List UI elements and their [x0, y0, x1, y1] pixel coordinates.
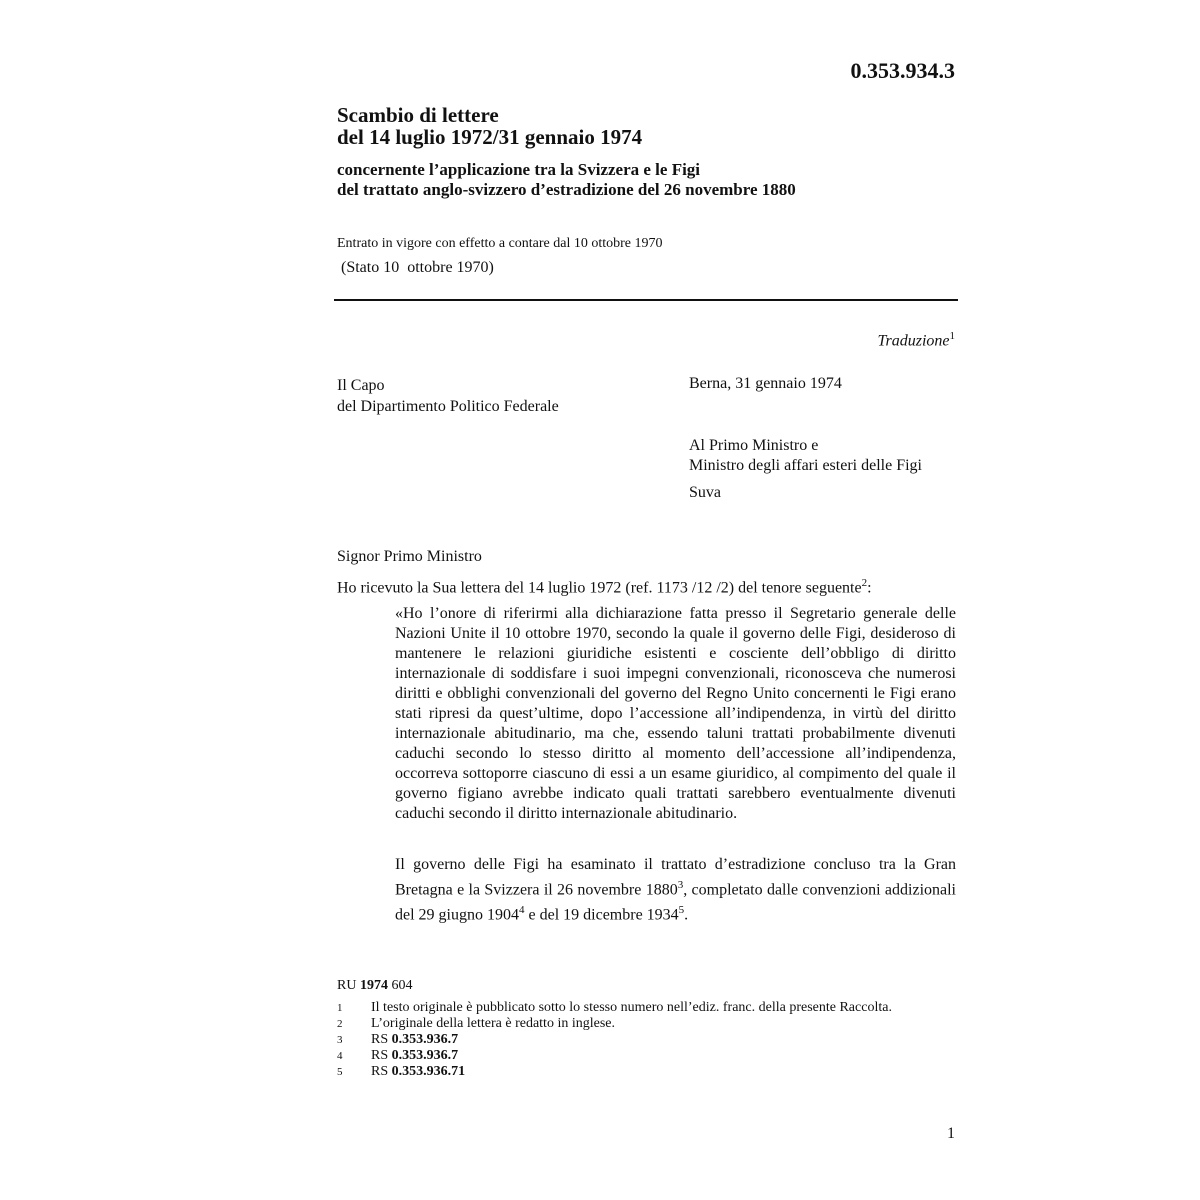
footnote: [337, 1032, 937, 1048]
footnote: [337, 1016, 937, 1032]
sender-line: Il Capo: [337, 377, 385, 394]
footnote-number: 4: [337, 1050, 343, 1062]
letter-intro: [337, 577, 872, 597]
para-text: e del 19 dicembre 1934: [524, 906, 679, 924]
state-note: (Stato 10 ottobre 1970): [341, 259, 494, 276]
footnote-text: Il testo originale è pubblicato sotto lo stesso numero nell’ediz. franc. della presente Raccolta.: [371, 1000, 892, 1015]
quoted-paragraph: [395, 855, 956, 926]
footnote-ref[interactable]: 2: [861, 577, 868, 589]
letter-salutation: Signor Primo Ministro: [337, 548, 482, 565]
rs-link[interactable]: 0.353.936.7: [391, 1032, 459, 1047]
footnote-ref[interactable]: 1: [949, 330, 955, 342]
ru-prefix: RU: [337, 978, 357, 993]
page-number: 1: [947, 1125, 955, 1142]
rs-prefix: RS: [371, 1064, 389, 1079]
letter-place-date: Berna, 31 gennaio 1974: [689, 375, 842, 392]
footnote-ref[interactable]: 3: [677, 879, 684, 891]
footnote-number: 5: [337, 1066, 343, 1078]
footnote-number: 3: [337, 1034, 343, 1046]
translation-label: [877, 330, 955, 350]
letter-recipient: [689, 436, 922, 476]
translation-text: Traduzione: [877, 332, 950, 350]
footnote-text: L’originale della lettera è redatto in inglese.: [371, 1016, 615, 1031]
footnote-ref[interactable]: 4: [519, 904, 525, 917]
header-divider: [334, 299, 958, 301]
subtitle-line: del trattato anglo-svizzero d’estradizione del 26 novembre 1880: [337, 180, 796, 199]
footnotes: [337, 1000, 937, 1080]
intro-text: Ho ricevuto la Sua lettera del 14 luglio 1972 (ref. 1173 /12 /2) del tenore seguente: [337, 579, 862, 597]
footnote-text: [371, 1048, 458, 1064]
para-text: , completato dalle convenzioni addizionali del 29 giugno 1904: [395, 881, 957, 924]
footnote-text: [371, 1064, 465, 1080]
para-text: .: [684, 906, 689, 924]
intro-end: :: [867, 579, 872, 597]
recipient-line: Ministro degli affari esteri delle Figi: [689, 457, 922, 474]
letter-city: Suva: [689, 484, 721, 501]
quoted-paragraph: «Ho l’onore di riferirmi alla dichiarazione fatta presso il Segretario generale delle Nazioni Unite il 10 ottobre 1970, secondo la quale il governo delle Figi, desideroso di mantenere le relazioni giuridiche esistenti e cosciente dell’obbligo di diritto internazionale di soddisfare i suoi impegni convenzionali, riconosceva che numerosi diritti e obblighi convenzionali del governo del Regno Unito concernenti le Figi erano stati ripresi da quest’ultime, dopo l’accessione all’indipendenza, in virtù del diritto internazionale abitudinario, ma che, essendo taluni trattati probabilmente divenuti caduchi secondo lo stesso diritto al momento dell’accessione all’indipendenza, occorreva sottoporre ciascuno di essi a un esame giuridico, al compimento del quale il governo figiano avrebbe indicato quali trattati sarebbero eventualmente divenuti caduchi secondo il diritto internazionale abitudinario.: [395, 605, 956, 822]
letter-sender: [337, 375, 559, 417]
sender-line: del Dipartimento Politico Federale: [337, 398, 559, 415]
para-text: Il governo delle Figi ha esaminato il trattato d’estradizione concluso tra la Gran Bretagna e la Svizzera il 26 novembre 1880: [395, 856, 956, 899]
footnote: [337, 1000, 937, 1016]
footnote-number: 1: [337, 1002, 343, 1014]
document-subtitle: [337, 160, 796, 200]
footnote: [337, 1064, 937, 1080]
footnote-ref[interactable]: 5: [678, 904, 685, 917]
in-force-note: Entrato in vigore con effetto a contare dal 10 ottobre 1970: [337, 236, 663, 251]
ru-year: 1974: [359, 978, 388, 993]
footnote-number: 2: [337, 1018, 343, 1030]
title-line: Scambio di lettere: [337, 103, 499, 127]
rs-prefix: RS: [371, 1048, 389, 1063]
rs-prefix: RS: [371, 1032, 389, 1047]
recipient-line: Al Primo Ministro e: [689, 437, 819, 454]
rs-link[interactable]: 0.353.936.71: [391, 1064, 466, 1079]
ru-page: 604: [391, 978, 413, 993]
rs-link[interactable]: 0.353.936.7: [391, 1048, 459, 1063]
document-title: [337, 104, 642, 148]
title-line: del 14 luglio 1972/31 gennaio 1974: [337, 125, 643, 149]
footnote-text: [371, 1032, 458, 1048]
subtitle-line: concernente l’applicazione tra la Svizzera e le Figi: [337, 160, 701, 179]
footnote: [337, 1048, 937, 1064]
ru-reference: [337, 978, 412, 994]
sr-number: 0.353.934.3: [850, 58, 955, 83]
